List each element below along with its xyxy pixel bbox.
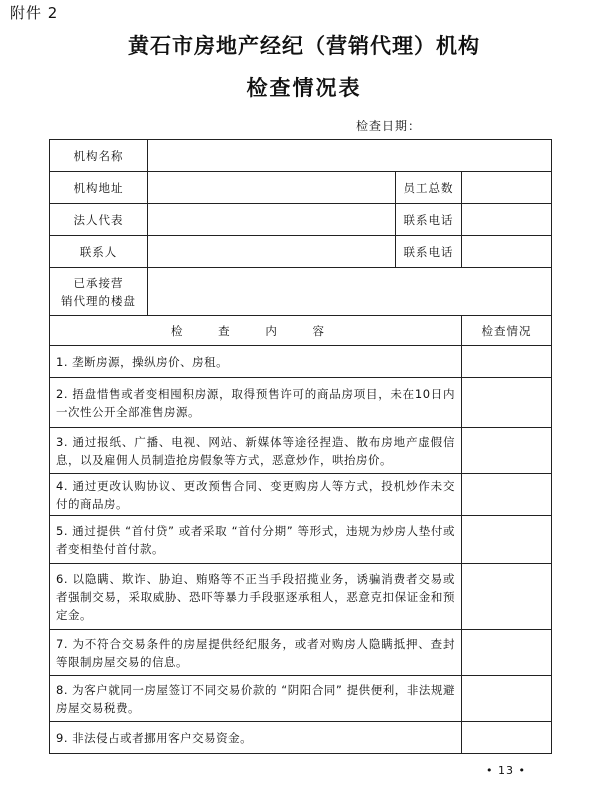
org-name-field[interactable] xyxy=(148,140,552,172)
check-item-3: 3. 通过报纸、广播、电视、网站、新媒体等途径捏造、散布房地产虚假信息，以及雇佣人员制造抢房假象等方式，恶意炒作，哄抬房价。 xyxy=(50,428,462,474)
check-item-row xyxy=(50,564,552,630)
phone2-field[interactable] xyxy=(462,236,552,268)
check-item-8: 8. 为客户就同一房屋签订不同交易价款的 “阴阳合同” 提供便利，非法规避房屋交易税费。 xyxy=(50,676,462,722)
phone1-label: 联系电话 xyxy=(396,204,462,236)
check-item-row xyxy=(50,428,552,474)
check-status-4[interactable] xyxy=(462,474,552,516)
row-contact xyxy=(50,236,552,268)
contact-field[interactable] xyxy=(148,236,396,268)
check-item-row xyxy=(50,378,552,428)
check-item-row xyxy=(50,676,552,722)
legal-rep-label: 法人代表 xyxy=(50,204,148,236)
page-subtitle: 检查情况表 xyxy=(246,75,362,100)
staff-total-field[interactable] xyxy=(462,172,552,204)
org-address-label: 机构地址 xyxy=(50,172,148,204)
check-item-row xyxy=(50,630,552,676)
check-item-5: 5. 通过提供 “首付贷” 或者采取 “首付分期” 等形式，违规为炒房人垫付或者变相垫付首付款。 xyxy=(50,516,462,564)
check-item-row xyxy=(50,474,552,516)
row-projects xyxy=(50,268,552,316)
status-header: 检查情况 xyxy=(462,316,552,346)
check-status-7[interactable] xyxy=(462,630,552,676)
row-org-address xyxy=(50,172,552,204)
check-status-1[interactable] xyxy=(462,346,552,378)
inspection-table xyxy=(49,139,552,754)
check-item-6: 6. 以隐瞒、欺诈、胁迫、贿赂等不正当手段招揽业务，诱骗消费者交易或者强制交易，采取威胁、恐吓等暴力手段驱逐承租人，恶意克扣保证金和预定金。 xyxy=(50,564,462,630)
check-status-3[interactable] xyxy=(462,428,552,474)
row-legal-rep xyxy=(50,204,552,236)
projects-label-line1: 已承接营 xyxy=(73,275,124,290)
legal-rep-field[interactable] xyxy=(148,204,396,236)
check-item-row xyxy=(50,722,552,754)
row-org-name xyxy=(50,140,552,172)
phone2-label: 联系电话 xyxy=(396,236,462,268)
check-item-4: 4. 通过更改认购协议、更改预售合同、变更购房人等方式，投机炒作未交付的商品房。 xyxy=(50,474,462,516)
check-status-8[interactable] xyxy=(462,676,552,722)
contact-label: 联系人 xyxy=(50,236,148,268)
check-item-9: 9. 非法侵占或者挪用客户交易资金。 xyxy=(50,722,462,754)
check-status-2[interactable] xyxy=(462,378,552,428)
phone1-field[interactable] xyxy=(462,204,552,236)
projects-label xyxy=(50,268,148,316)
check-item-1: 1. 垄断房源，操纵房价、房租。 xyxy=(50,346,462,378)
page-title: 黄石市房地产经纪（营销代理）机构 xyxy=(128,33,480,58)
projects-field[interactable] xyxy=(148,268,552,316)
check-item-row xyxy=(50,516,552,564)
check-item-row xyxy=(50,346,552,378)
inspection-date-label: 检查日期： xyxy=(356,119,422,133)
org-name-label: 机构名称 xyxy=(50,140,148,172)
check-status-5[interactable] xyxy=(462,516,552,564)
check-status-6[interactable] xyxy=(462,564,552,630)
staff-total-label: 员工总数 xyxy=(396,172,462,204)
check-item-2: 2. 捂盘惜售或者变相囤积房源，取得预售许可的商品房项目，未在10日内一次性公开全部准售房源。 xyxy=(50,378,462,428)
attachment-label: 附件 2 xyxy=(10,4,59,22)
projects-label-line2: 销代理的楼盘 xyxy=(61,293,136,308)
check-status-9[interactable] xyxy=(462,722,552,754)
org-address-field[interactable] xyxy=(148,172,396,204)
page-number: • 13 • xyxy=(486,764,526,777)
content-header: 检 查 内 容 xyxy=(50,316,462,346)
checklist-header-row xyxy=(50,316,552,346)
check-item-7: 7. 为不符合交易条件的房屋提供经纪服务，或者对购房人隐瞒抵押、查封等限制房屋交易的信息。 xyxy=(50,630,462,676)
